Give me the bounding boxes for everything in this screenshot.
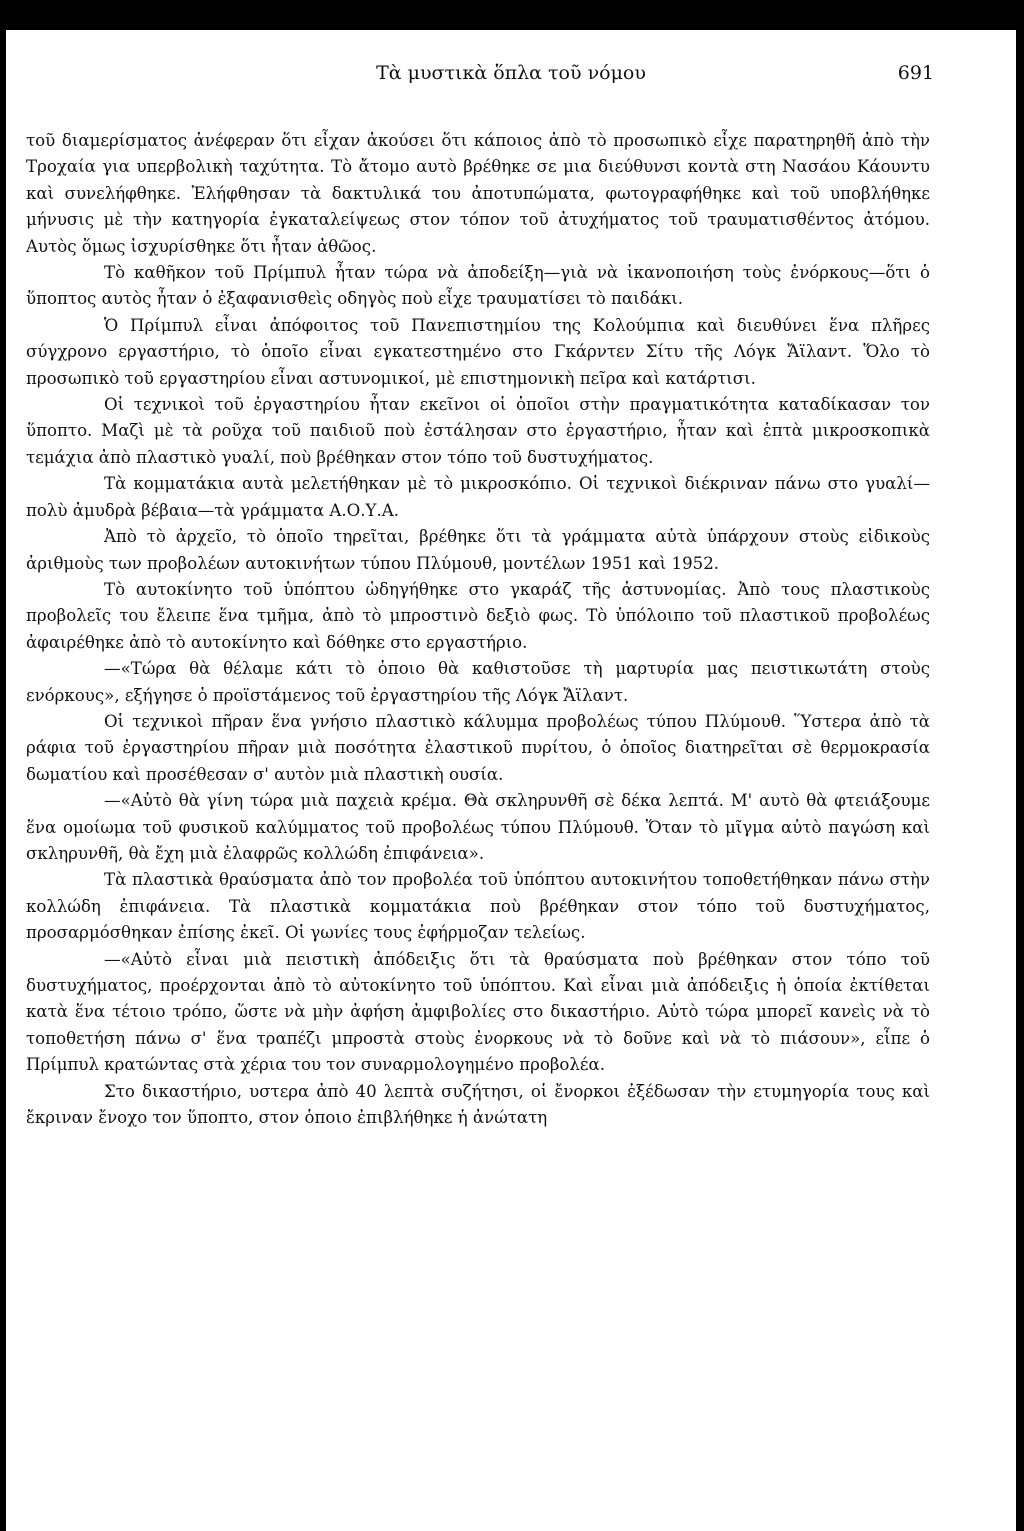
paragraph: Στο δικαστήριο, υστερα ἀπὸ 40 λεπτὰ συζήτησι, οἱ ἔνορκοι ἐξέδωσαν τὴν ετυμηγορία τους καὶ ἔκριναν ἔνοχο τον ὕποπτο, στον ὁποιο ἐπιβλήθηκε ἡ ἀνώτατη [26,1081,930,1128]
body-text [26,128,930,1131]
running-header [6,62,1016,90]
paragraph: —«Αὐτὸ θὰ γίνη τώρα μιὰ παχειὰ κρέμα. Θὰ σκληρυνθῆ σὲ δέκα λεπτά. Μ' αυτὸ θὰ φτειάξουμε ἕνα ομοίωμα τοῦ φυσικοῦ καλύμματος τοῦ προβολέως τύπου Πλύμουθ. Ὅταν τὸ μῖγμα αὐτὸ παγώση καὶ σκληρυνθῆ, θὰ ἔχη μιὰ ἐλαφρῶς κολλώδη ἐπιφάνεια». [26,791,930,863]
paragraph: τοῦ διαμερίσματος ἀνέφεραν ὅτι εἶχαν ἀκούσει ὅτι κάποιος ἀπὸ τὸ προσωπικὸ εἶχε παρατηρηθῆ ἀπὸ τὴν Τροχαία για υπερβολικὴ ταχύτητα. Τὸ ἄτομο αυτὸ βρέθηκε σε μια διεύθυνσι κοντὰ στη Νασάου Κάουντυ καὶ συνελήφθηκε. Ἐλήφθησαν τὰ δακτυλικά του ἀποτυπώματα, φωτογραφήθηκε καὶ τοῦ υποβλήθηκε μήνυσις μὲ τὴν κατηγορία ἐγκαταλείψεως στον τόπον τοῦ ἀτυχήματος τοῦ τραυματισθέντος ἀτόμου. Αυτὸς ὅμως ἰσχυρίσθηκε ὅτι ἦταν ἀθῶος. [26,131,930,256]
book-page [6,30,1016,1531]
paragraph: Ἀπὸ τὸ ἀρχεῖο, τὸ ὁποῖο τηρεῖται, βρέθηκε ὅτι τὰ γράμματα αὐτὰ ὑπάρχουν στοὺς εἰδικοὺς ἀριθμοὺς των προβολέων αυτοκινήτων τύπου Πλύμουθ, μοντέλων 1951 καὶ 1952. [26,527,930,573]
paragraph: —«Τώρα θὰ θέλαμε κάτι τὸ ὁποιο θὰ καθιστοῦσε τὴ μαρτυρία μας πειστικωτάτη στοὺς ενόρκους», εξήγησε ὁ προϊστάμενος τοῦ ἐργαστηρίου τῆς Λόγκ Ἄϊλαντ. [26,659,930,705]
paragraph: Τὰ πλαστικὰ θραύσματα ἀπὸ τον προβολέα τοῦ ὑπόπτου αυτοκινήτου τοποθετήθηκαν πάνω στὴν κολλώδη ἐπιφάνεια. Τὰ πλαστικὰ κομματάκια ποὺ βρέθηκαν στον τόπο τοῦ δυστυχήματος, προσαρμόσθηκαν ἐπίσης ἐκεῖ. Οἱ γωνίες τους ἐφήρμοζαν τελείως. [26,870,930,943]
running-title: Τὰ μυστικὰ ὅπλα τοῦ νόμου [376,62,646,84]
paragraph: Οἱ τεχνικοὶ τοῦ ἐργαστηρίου ἦταν εκεῖνοι οἱ ὁποῖοι στὴν πραγματικότητα καταδίκασαν τον ὕποπτο. Μαζὶ μὲ τὰ ροῦχα τοῦ παιδιοῦ ποὺ ἐστάλησαν στο ἐργαστήριο, ἦταν καὶ ἑπτὰ μικροσκοπικὰ τεμάχια ἀπὸ πλαστικὸ γυαλί, ποὺ βρέθηκαν στον τόπο τοῦ δυστυχήματος. [26,395,930,467]
paragraph: Τὸ αυτοκίνητο τοῦ ὑπόπτου ὡδηγήθηκε στο γκαράζ τῆς ἀστυνομίας. Ἀπὸ τους πλαστικοὺς προβολεῖς του ἔλειπε ἕνα τμῆμα, ἀπὸ τὸ μπροστινὸ δεξιὸ φως. Τὸ ὑπόλοιπο τοῦ πλαστικοῦ προβολέως ἀφαιρέθηκε ἀπὸ τὸ αυτοκίνητο καὶ δόθηκε στο εργαστήριο. [26,579,930,652]
paragraph: Τὰ κομματάκια αυτὰ μελετήθηκαν μὲ τὸ μικροσκόπιο. Οἱ τεχνικοὶ διέκριναν πάνω στο γυαλί—πολὺ ἀμυδρὰ βέβαια—τὰ γράμματα Α.Ο.Υ.Α. [26,474,930,520]
paragraph: —«Αὐτὸ εἶναι μιὰ πειστικὴ ἀπόδειξις ὅτι τὰ θραύσματα ποὺ βρέθηκαν στον τόπο τοῦ δυστυχήματος, προέρχονται ἀπὸ τὸ αὐτοκίνητο τοῦ ὑπόπτου. Καὶ εἶναι μιὰ ἀπόδειξις ἡ ὁποία ἐκτίθεται κατὰ ἕνα τέτοιο τρόπο, ὥστε νὰ μὴν ἀφήση ἀμφιβολίες στο δικαστήριο. Αὐτὸ τώρα μπορεῖ κανεὶς νὰ τὸ τοποθετήση πάνω σ' ἕνα τραπέζι μπροστὰ στοὺς ἐνορκους νὰ τὸ δοῦνε καὶ νὰ τὸ πιάσουν», εἶπε ὁ Πρίμπυλ κρατώντας στὰ χέρια του τον συναρμολογημένο προβολέα. [26,949,930,1075]
paragraph: Ὁ Πρίμπυλ εἶναι ἀπόφοιτος τοῦ Πανεπιστημίου της Κολούμπια καὶ διευθύνει ἕνα πλῆρες σύγχρονο εργαστήριο, τὸ ὁποῖο εἶναι εγκατεστημένο στο Γκάρντεν Σίτυ τῆς Λόγκ Ἄϊλαντ. Ὅλο τὸ προσωπικὸ τοῦ εργαστηρίου εἶναι αστυνομικοί, μὲ επιστημονικὴ πεῖρα καὶ κατάρτισι. [26,315,930,388]
paragraph: Τὸ καθῆκον τοῦ Πρίμπυλ ἦταν τώρα νὰ ἀποδείξη—γιὰ νὰ ἱκανοποιήση τοὺς ἐνόρκους—ὅτι ὁ ὕποπτος αυτὸς ἦταν ὁ ἐξαφανισθεὶς οδηγὸς ποὺ εἶχε τραυματίσει τὸ παιδάκι. [26,263,930,309]
paragraph: Οἱ τεχνικοὶ πῆραν ἕνα γνήσιο πλαστικὸ κάλυμμα προβολέως τύπου Πλύμουθ. Ὕστερα ἀπὸ τὰ ράφια τοῦ ἐργαστηρίου πῆραν μιὰ ποσότητα ἐλαστικοῦ πυρίτου, ὁ ὁποῖος διατηρεῖται σὲ θερμοκρασία δωματίου καὶ προσέθεσαν σ' αυτὸν μιὰ πλαστικὴ ουσία. [26,711,930,784]
page-number: 691 [897,62,934,84]
